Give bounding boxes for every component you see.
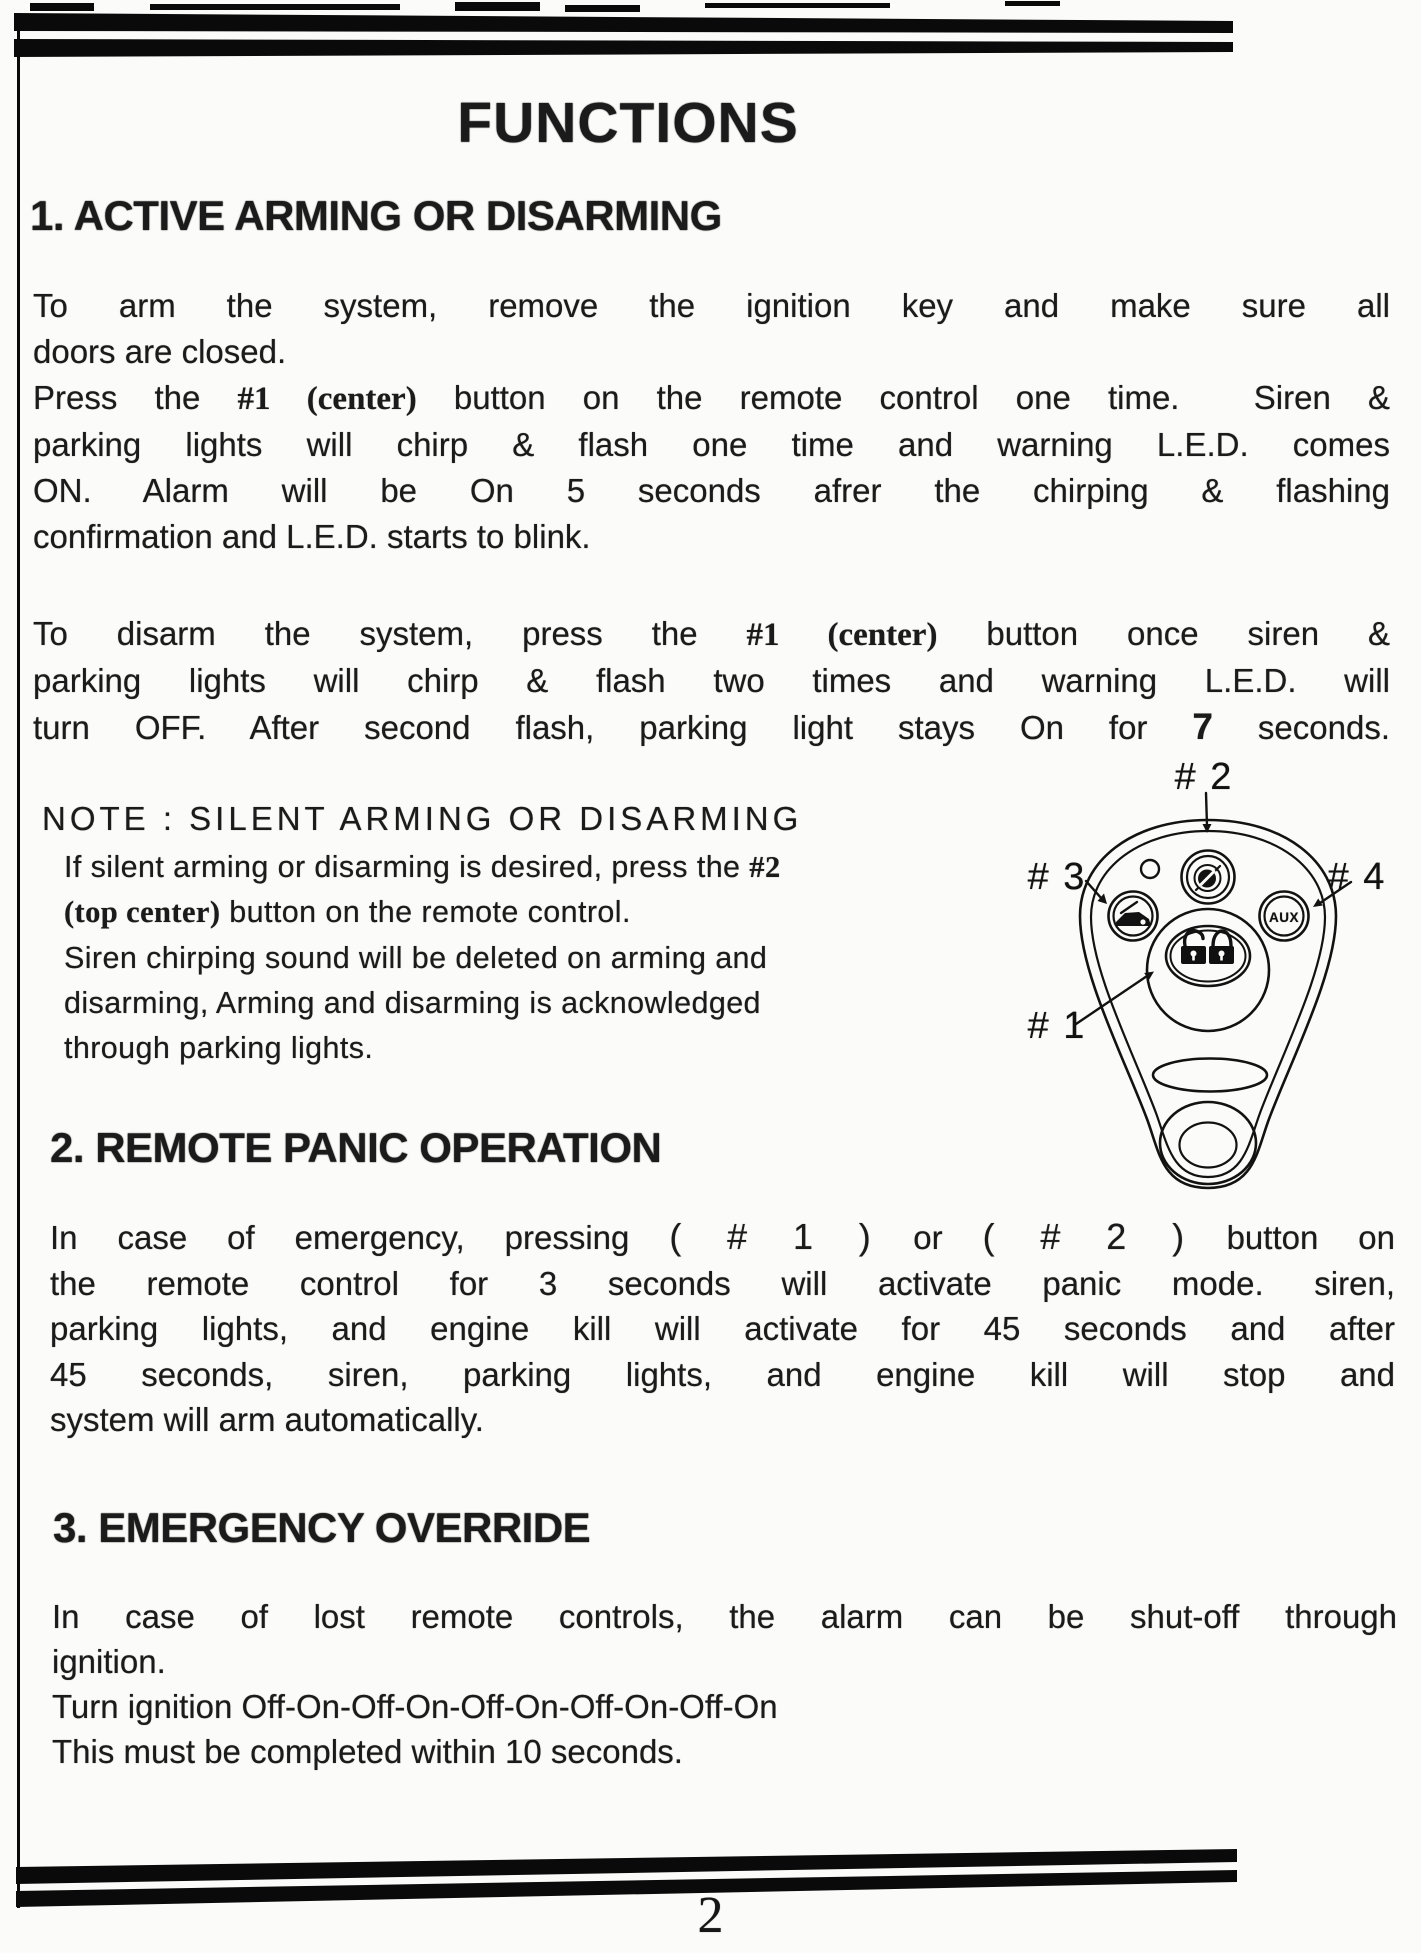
scan-artifact-dash bbox=[565, 5, 640, 12]
text-line: To arm the system, remove the ignition key and make sure all bbox=[33, 287, 1390, 324]
text-line: ON. Alarm will be On 5 seconds afrer the chirping & flashing bbox=[33, 472, 1390, 509]
button-4-label: # 4 bbox=[1327, 856, 1387, 898]
text-line: confirmation and L.E.D. starts to blink. bbox=[33, 518, 591, 555]
padlock-icons bbox=[1181, 931, 1234, 964]
section-2-paragraph bbox=[50, 1214, 1395, 1443]
text-line: through parking lights. bbox=[64, 1031, 374, 1066]
button-2-silent bbox=[1182, 851, 1235, 904]
key-ring-hole bbox=[1160, 1102, 1256, 1184]
text-line: disarming, Arming and disarming is acknowledged bbox=[64, 985, 761, 1020]
note-body bbox=[64, 845, 989, 1071]
button-2-label: # 2 bbox=[1174, 756, 1234, 798]
text-line: Siren chirping sound will be deleted on arming and bbox=[64, 940, 768, 975]
section-2-heading: 2. REMOTE PANIC OPERATION bbox=[50, 1124, 662, 1171]
scan-artifact-dash bbox=[150, 4, 400, 10]
mute-siren-icon bbox=[1195, 865, 1221, 891]
page-title: FUNCTIONS bbox=[457, 91, 799, 155]
text-line: If silent arming or disarming is desired, press the #2 bbox=[64, 850, 781, 884]
section-1-heading: 1. ACTIVE ARMING OR DISARMING bbox=[30, 192, 722, 239]
text-line: (top center) button on the remote control. bbox=[64, 895, 631, 930]
text-line: This must be completed within 10 seconds. bbox=[52, 1733, 683, 1770]
section-1-paragraph-arm bbox=[33, 283, 1390, 560]
top-rule-thin bbox=[14, 39, 1233, 57]
scan-artifact-dash bbox=[705, 3, 890, 8]
text-line: parking lights, and engine kill will activate for 45 seconds and after bbox=[50, 1310, 1395, 1347]
section-3-paragraph bbox=[52, 1594, 1397, 1774]
text-line: Press the #1 (center) button on the remote control one time. Siren & bbox=[33, 379, 1390, 417]
text-line: ignition. bbox=[52, 1643, 166, 1680]
page-number: 2 bbox=[697, 1887, 724, 1944]
top-rule-thick bbox=[14, 13, 1233, 33]
scan-artifact-dash bbox=[1005, 1, 1060, 6]
section-3-heading: 3. EMERGENCY OVERRIDE bbox=[53, 1504, 591, 1551]
text-line: the remote control for 3 seconds will activate panic mode. siren, bbox=[50, 1264, 1395, 1302]
text-line: To disarm the system, press the #1 (center) button once siren & bbox=[33, 615, 1390, 653]
button-1-label: # 1 bbox=[1027, 1005, 1087, 1047]
text-line: In case of emergency, pressing ( # 1 ) or ( # 2 ) button on bbox=[50, 1216, 1396, 1257]
left-border-line bbox=[17, 13, 20, 1908]
trunk-release-icon bbox=[1116, 902, 1151, 926]
text-line: doors are closed. bbox=[33, 333, 287, 370]
text-line: parking lights will chirp & flash two times and warning L.E.D. will bbox=[33, 662, 1390, 699]
led-indicator bbox=[1141, 860, 1159, 878]
button-3-trunk bbox=[1109, 892, 1158, 941]
text-line: system will arm automatically. bbox=[50, 1401, 484, 1438]
aux-button-text: AUX bbox=[1268, 910, 1300, 925]
remote-control-diagram bbox=[1000, 735, 1421, 1215]
text-line: parking lights will chirp & flash one time and warning L.E.D. comes bbox=[33, 426, 1390, 463]
scan-artifact-dash bbox=[30, 3, 94, 11]
section-1-paragraph-disarm bbox=[33, 611, 1390, 751]
note-heading: NOTE : SILENT ARMING OR DISARMING bbox=[42, 800, 803, 837]
text-line: In case of lost remote controls, the alarm can be shut-off through bbox=[52, 1598, 1397, 1635]
button-1-lock-unlock bbox=[1166, 926, 1250, 986]
text-line: Turn ignition Off-On-Off-On-Off-On-Off-On-Off-On bbox=[52, 1688, 778, 1725]
speaker-slot bbox=[1153, 1059, 1267, 1092]
text-line: 45 seconds, siren, parking lights, and engine kill will stop and bbox=[50, 1355, 1395, 1393]
text-line: turn OFF. After second flash, parking light stays On for 7 seconds. bbox=[33, 706, 1391, 747]
button-3-label: # 3 bbox=[1027, 856, 1087, 898]
scan-artifact-dash bbox=[455, 2, 540, 11]
